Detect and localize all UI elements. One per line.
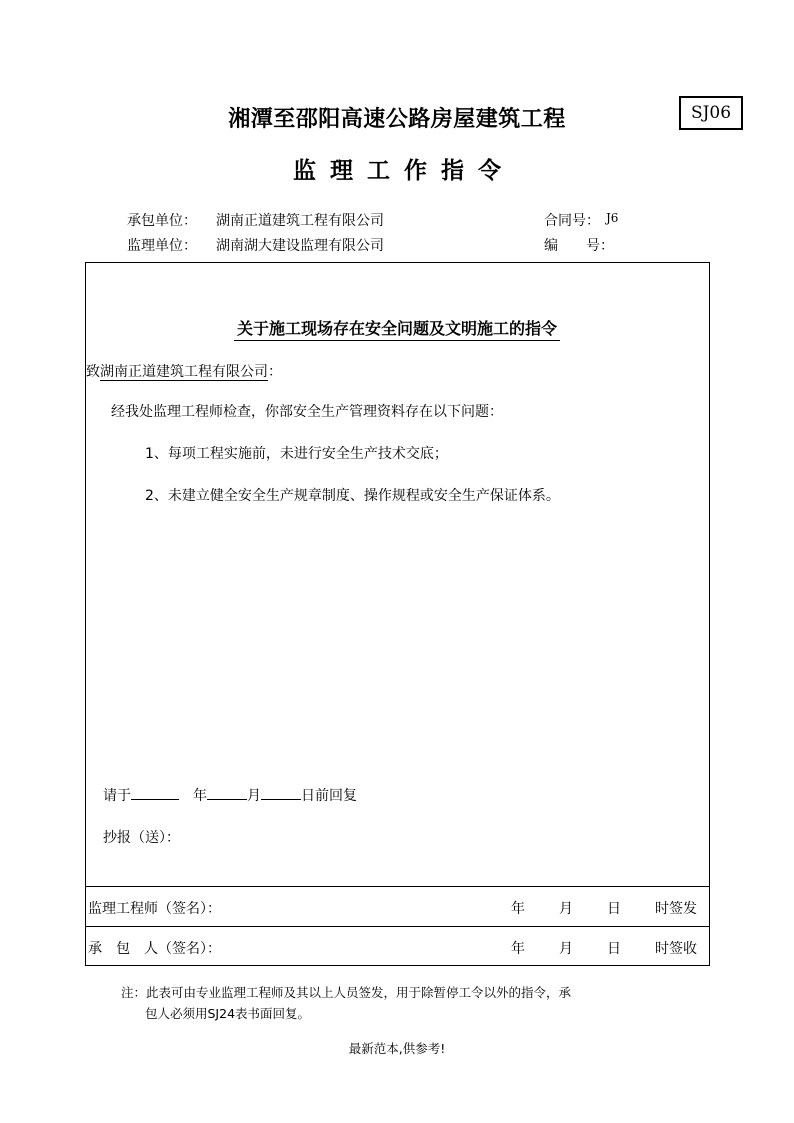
issue-item-2: 2、未建立健全安全生产规章制度、操作规程或安全生产保证体系。 <box>145 488 560 504</box>
engineer-sign-year: 年 <box>511 901 525 917</box>
signature-divider-top <box>85 886 710 887</box>
document-title: 湘潭至邵阳高速公路房屋建筑工程 <box>228 106 566 132</box>
reply-day-suffix: 日前回复 <box>301 788 357 804</box>
supervisor-value: 湖南湖大建设监理有限公司 <box>216 238 384 254</box>
contract-no-value: J6 <box>606 211 619 225</box>
cc-label: 抄报（送）： <box>103 830 180 846</box>
contractor-label: 承包单位： <box>127 213 197 229</box>
reply-month-blank[interactable] <box>207 785 247 800</box>
engineer-signature-label: 监理工程师（签名）： <box>88 901 221 917</box>
note-line-1: 注：此表可由专业监理工程师及其以上人员签发，用于除暂停工令以外的指令，承 <box>121 985 572 1000</box>
signature-divider-middle <box>85 926 710 927</box>
contractor-sign-day: 日 <box>607 941 621 957</box>
recipient-line <box>86 361 282 381</box>
contractor-value: 湖南正道建筑工程有限公司 <box>216 213 384 229</box>
issue-item-1: 1、每项工程实施前，未进行安全生产技术交底； <box>145 446 448 462</box>
supervisor-label: 监理单位： <box>127 238 197 254</box>
recipient-company: 湖南正道建筑工程有限公司 <box>100 364 268 380</box>
form-code-badge: SJ06 <box>679 96 743 130</box>
contractor-sign-received: 时签收 <box>655 941 697 957</box>
note-line-2: 包人必须用SJ24表书面回复。 <box>145 1006 311 1021</box>
contractor-signature-label: 承 包 人（签名）： <box>88 941 221 957</box>
reply-year-blank[interactable] <box>131 785 179 800</box>
reply-deadline-line <box>103 785 357 805</box>
contract-no-label: 合同号： <box>544 213 600 229</box>
engineer-sign-day: 日 <box>607 901 621 917</box>
recipient-suffix: ： <box>268 364 282 380</box>
reply-please-text: 请于 <box>103 788 131 804</box>
footer-text: 最新范本,供参考! <box>348 1041 446 1056</box>
reply-year-text: 年 <box>193 788 207 804</box>
engineer-sign-month: 月 <box>559 901 573 917</box>
document-subtitle: 监理工作指令 <box>293 157 515 184</box>
reply-day-blank[interactable] <box>261 785 301 800</box>
engineer-sign-issued: 时签发 <box>655 901 697 917</box>
reply-month-text: 月 <box>247 788 261 804</box>
instruction-heading: 关于施工现场存在安全问题及文明施工的指令 <box>0 316 794 339</box>
contractor-sign-month: 月 <box>559 941 573 957</box>
recipient-prefix: 致 <box>86 364 100 380</box>
serial-no-label: 编 号： <box>544 238 614 254</box>
instruction-intro: 经我处监理工程师检查，你部安全生产管理资料存在以下问题： <box>111 404 503 420</box>
contractor-sign-year: 年 <box>511 941 525 957</box>
